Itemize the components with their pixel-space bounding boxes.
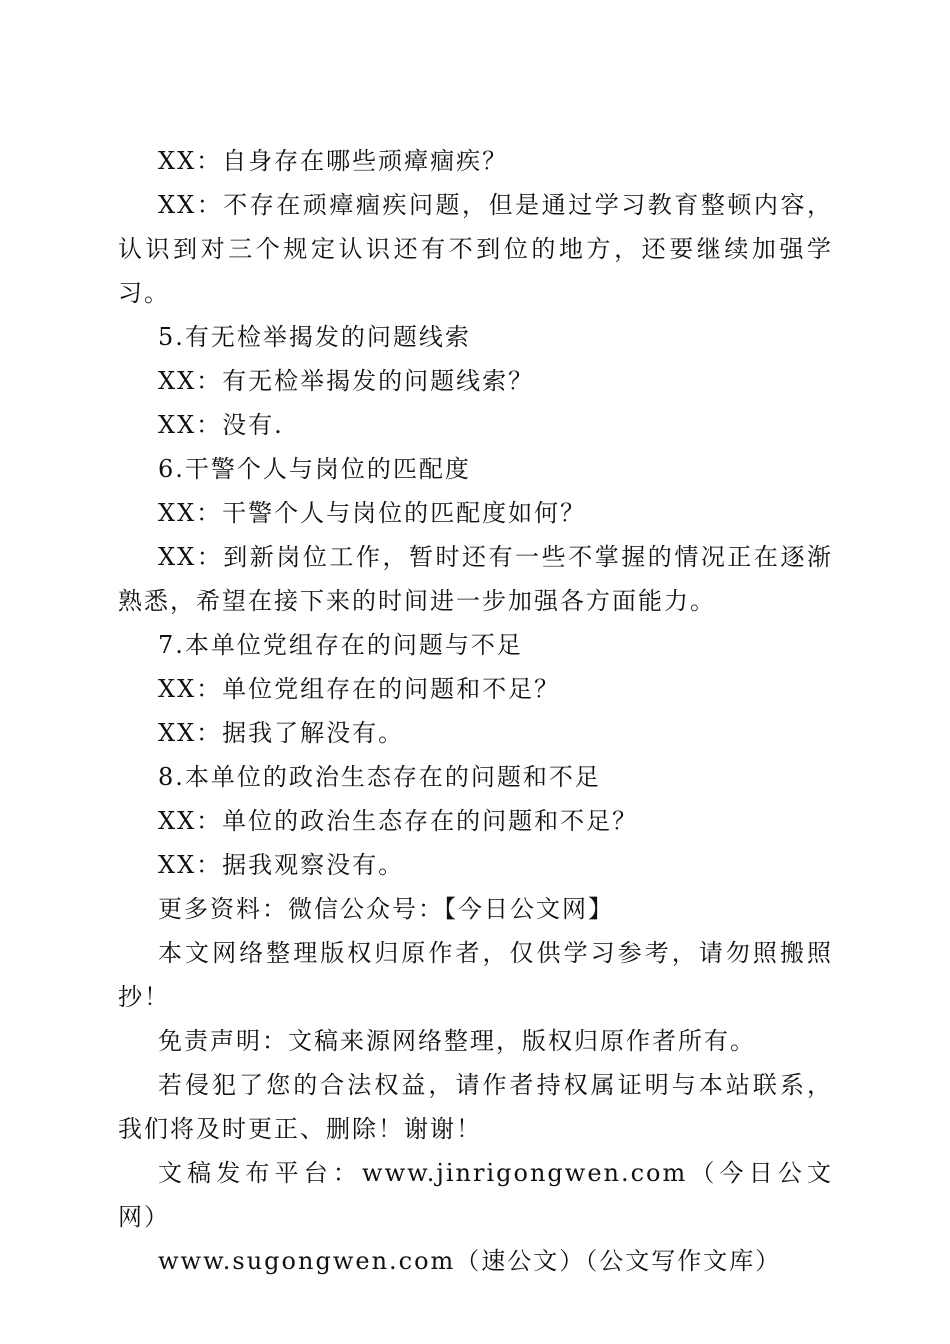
paragraph: XX：自身存在哪些顽瘴痼疾？ — [158, 147, 509, 175]
paragraph: XX：到新岗位工作，暂时还有一些不掌握的情况正在逐渐熟悉，希望在接下来的时间进一步加强各方面能力。 — [118, 543, 833, 615]
footer-note: 免责声明：文稿来源网络整理，版权归原作者所有。 — [158, 1027, 756, 1055]
section-heading: 5.有无检举揭发的问题线索 — [158, 323, 471, 351]
paragraph: XX：单位的政治生态存在的问题和不足？ — [158, 807, 639, 835]
section-heading: 7.本单位党组存在的问题与不足 — [158, 631, 523, 659]
footer-note: 本文网络整理版权归原作者，仅供学习参考，请勿照搬照抄！ — [118, 939, 833, 1011]
footer-note: www.sugongwen.com（速公文）（公文写作文库） — [158, 1247, 782, 1275]
paragraph: XX：干警个人与岗位的匹配度如何？ — [158, 499, 587, 527]
paragraph: XX：据我了解没有。 — [158, 719, 405, 747]
document-body — [118, 139, 833, 1283]
paragraph: XX：单位党组存在的问题和不足？ — [158, 675, 561, 703]
section-heading: 8.本单位的政治生态存在的问题和不足 — [158, 763, 601, 791]
footer-note: 若侵犯了您的合法权益，请作者持权属证明与本站联系，我们将及时更正、删除！谢谢！ — [118, 1071, 833, 1143]
paragraph: XX：没有. — [158, 411, 284, 439]
paragraph: XX：据我观察没有。 — [158, 851, 405, 879]
paragraph: XX：有无检举揭发的问题线索？ — [158, 367, 535, 395]
footer-note: 文稿发布平台：www.jinrigongwen.com（今日公文网） — [118, 1159, 833, 1231]
section-heading: 6.干警个人与岗位的匹配度 — [158, 455, 471, 483]
footer-note: 更多资料：微信公众号：【今日公文网】 — [158, 895, 614, 923]
paragraph: XX：不存在顽瘴痼疾问题，但是通过学习教育整顿内容，认识到对三个规定认识还有不到位的地方，还要继续加强学习。 — [118, 191, 833, 307]
